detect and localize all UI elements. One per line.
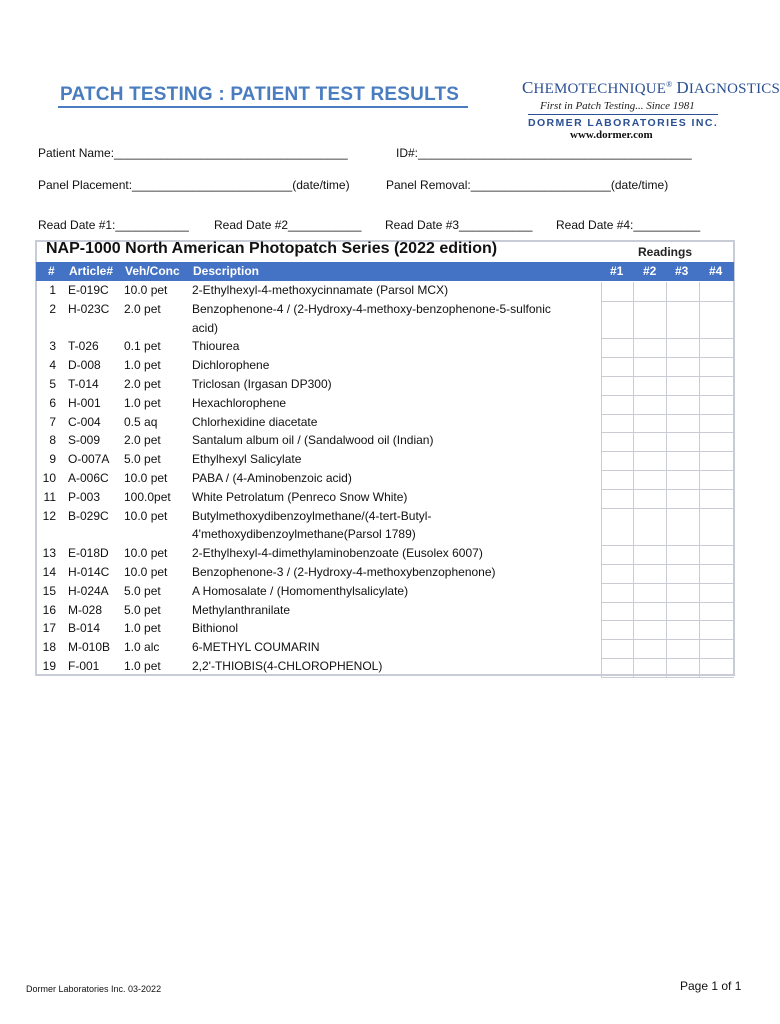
reading-cell-2[interactable] — [633, 338, 666, 357]
reading-cell-2[interactable] — [633, 583, 666, 602]
reading-cell-4[interactable] — [699, 639, 734, 658]
reading-cell-1[interactable] — [601, 564, 633, 583]
article-number: B-014 — [68, 621, 101, 636]
reading-cell-3[interactable] — [666, 639, 699, 658]
reading-cell-1[interactable] — [601, 639, 633, 658]
reading-cell-2[interactable] — [633, 658, 666, 677]
vehicle-concentration: 2.0 pet — [124, 301, 161, 316]
reading-cell-1[interactable] — [601, 583, 633, 602]
read-date-2-field[interactable]: Read Date #2___________ — [214, 218, 362, 232]
allergen-description: A Homosalate / (Homomenthylsalicylate) — [192, 583, 409, 598]
row-number: 5 — [49, 377, 56, 391]
reading-cell-3[interactable] — [666, 432, 699, 451]
row-number: 15 — [42, 583, 56, 598]
row-number: 11 — [43, 489, 56, 504]
reading-cell-4[interactable] — [699, 414, 734, 433]
vehicle-concentration: 1.0 pet — [124, 358, 161, 373]
logo-url: www.dormer.com — [570, 129, 653, 141]
column-divider — [666, 282, 667, 677]
vehicle-concentration: 5.0 pet — [124, 452, 161, 467]
allergen-description: Triclosan (Irgasan DP300) — [192, 377, 332, 391]
series-title: NAP-1000 North American Photopatch Series (2022 edition) — [46, 240, 498, 257]
reading-cell-1[interactable] — [601, 489, 633, 508]
article-number: T-014 — [68, 377, 99, 391]
article-number: B-029C — [68, 508, 109, 523]
reading-cell-4[interactable] — [699, 357, 734, 376]
article-number: H-001 — [68, 395, 101, 410]
reading-cell-4[interactable] — [699, 376, 734, 395]
patient-name-field[interactable]: Patient Name:___________________________________ — [38, 146, 348, 160]
logo-brand: CHEMOTECHNIQUE® DIAGNOSTICS — [522, 78, 780, 97]
vehicle-concentration: 5.0 pet — [124, 583, 161, 598]
reading-cell-4[interactable] — [699, 583, 734, 602]
reading-cell-4[interactable] — [699, 620, 734, 639]
reading-cell-3[interactable] — [666, 508, 699, 546]
reading-cell-3[interactable] — [666, 414, 699, 433]
allergen-description: 2-Ethylhexyl-4-methoxycinnamate (Parsol MCX) — [192, 283, 449, 297]
allergen-description: Chlorhexidine diacetate — [192, 414, 318, 429]
header-reading-3: #3 — [675, 264, 689, 278]
read-date-4-field[interactable]: Read Date #4:__________ — [556, 218, 701, 232]
article-number: H-023C — [68, 301, 110, 316]
row-number: 8 — [49, 433, 56, 448]
article-number: M-028 — [68, 602, 103, 617]
row-number: 2 — [49, 301, 56, 316]
row-number: 16 — [42, 602, 56, 617]
column-divider — [633, 282, 634, 677]
reading-cell-3[interactable] — [666, 583, 699, 602]
allergen-description: Ethylhexyl Salicylate — [192, 452, 302, 467]
vehicle-concentration: 1.0 pet — [124, 659, 161, 673]
reading-cell-2[interactable] — [633, 301, 666, 339]
reading-cell-2[interactable] — [633, 357, 666, 376]
reading-cell-4[interactable] — [699, 395, 734, 414]
article-number: T-026 — [68, 339, 99, 354]
reading-cell-1[interactable] — [601, 658, 633, 677]
article-number: M-010B — [68, 640, 111, 655]
reading-cell-3[interactable] — [666, 489, 699, 508]
reading-cell-1[interactable] — [601, 395, 633, 414]
vehicle-concentration: 10.0 pet — [124, 546, 168, 561]
vehicle-concentration: 1.0 pet — [124, 621, 161, 636]
chemotechnique-logo — [522, 78, 780, 141]
article-number: H-024A — [68, 583, 109, 598]
article-number: E-018D — [68, 546, 109, 561]
vehicle-concentration: 10.0 pet — [124, 508, 168, 523]
reading-cell-1[interactable] — [601, 545, 633, 564]
footer-company: Dormer Laboratories Inc. 03-2022 — [26, 984, 162, 994]
column-divider — [601, 282, 602, 677]
page-title: PATCH TESTING : PATIENT TEST RESULTS — [60, 84, 460, 105]
reading-cell-1[interactable] — [601, 508, 633, 546]
reading-cell-3[interactable] — [666, 301, 699, 339]
title-underline — [58, 106, 468, 108]
panel-placement-field[interactable]: Panel Placement:________________________(date/time) — [38, 178, 350, 192]
row-number: 3 — [49, 339, 56, 354]
allergen-description: Bithionol — [192, 621, 239, 636]
vehicle-concentration: 5.0 pet — [124, 602, 161, 617]
id-field[interactable]: ID#:_________________________________________ — [396, 146, 692, 160]
vehicle-concentration: 10.0 pet — [124, 565, 168, 579]
article-number: E-019C — [68, 283, 109, 297]
article-number: P-003 — [68, 489, 101, 504]
reading-cell-2[interactable] — [633, 564, 666, 583]
allergen-description: 2-Ethylhexyl-4-dimethylaminobenzoate (Eusolex 6007) — [192, 546, 483, 561]
reading-cell-4[interactable] — [699, 451, 734, 470]
reading-cell-4[interactable] — [699, 508, 734, 546]
reading-cell-4[interactable] — [699, 602, 734, 621]
reading-cell-4[interactable] — [699, 432, 734, 451]
reading-cell-4[interactable] — [699, 282, 734, 301]
column-divider — [699, 282, 700, 677]
reading-cell-2[interactable] — [633, 508, 666, 546]
reading-cell-1[interactable] — [601, 451, 633, 470]
reading-cell-4[interactable] — [699, 658, 734, 677]
reading-cell-2[interactable] — [633, 602, 666, 621]
reading-cell-4[interactable] — [699, 338, 734, 357]
header-reading-4: #4 — [709, 264, 723, 278]
page-number: Page 1 of 1 — [680, 979, 742, 993]
allergen-description: 4'methoxydibenzoylmethane(Parsol 1789) — [192, 527, 416, 542]
reading-cell-3[interactable] — [666, 564, 699, 583]
row-number: 4 — [49, 358, 56, 373]
table-header — [36, 262, 734, 281]
row-number: 6 — [49, 395, 56, 410]
reading-cell-3[interactable] — [666, 357, 699, 376]
reading-cell-2[interactable] — [633, 489, 666, 508]
reading-cell-2[interactable] — [633, 432, 666, 451]
reading-cell-2[interactable] — [633, 470, 666, 489]
article-number: F-001 — [68, 659, 100, 673]
row-number: 1 — [49, 283, 56, 297]
reading-cell-1[interactable] — [601, 338, 633, 357]
reading-cell-3[interactable] — [666, 376, 699, 395]
reading-cell-3[interactable] — [666, 620, 699, 639]
allergen-description: PABA / (4-Aminobenzoic acid) — [192, 471, 352, 485]
reading-cell-1[interactable] — [601, 376, 633, 395]
row-number: 7 — [49, 414, 56, 429]
row-number: 12 — [42, 508, 56, 523]
header-reading-2: #2 — [643, 264, 657, 278]
vehicle-concentration: 10.0 pet — [124, 471, 168, 485]
reading-cell-1[interactable] — [601, 620, 633, 639]
logo-tagline: First in Patch Testing... Since 1981 — [540, 100, 695, 112]
row-number: 18 — [42, 640, 56, 655]
row-number: 9 — [49, 452, 56, 467]
header-number: # — [48, 264, 55, 278]
vehicle-concentration: 2.0 pet — [124, 377, 161, 391]
allergen-description: Butylmethoxydibenzoylmethane/(4-tert-Butyl- — [192, 508, 432, 523]
reading-cell-4[interactable] — [699, 301, 734, 339]
reading-cell-3[interactable] — [666, 545, 699, 564]
allergen-description: Benzophenone-4 / (2-Hydroxy-4-methoxy-benzophenone-5-sulfonic — [192, 301, 551, 316]
vehicle-concentration: 10.0 pet — [124, 283, 168, 297]
reading-cell-2[interactable] — [633, 451, 666, 470]
article-number: D-008 — [68, 358, 101, 373]
allergen-description: 6-METHYL COUMARIN — [192, 640, 320, 655]
article-number: O-007A — [68, 452, 110, 467]
allergen-description: Methylanthranilate — [192, 602, 291, 617]
reading-cell-1[interactable] — [601, 470, 633, 489]
allergen-description: Santalum album oil / (Sandalwood oil (Indian) — [192, 433, 434, 448]
header-description: Description — [193, 264, 260, 278]
reading-cell-1[interactable] — [601, 432, 633, 451]
allergen-description: 2,2'-THIOBIS(4-CHLOROPHENOL) — [192, 659, 383, 673]
reading-cell-3[interactable] — [666, 395, 699, 414]
panel-removal-field[interactable]: Panel Removal:_____________________(date/time) — [386, 178, 669, 192]
reading-cell-3[interactable] — [666, 451, 699, 470]
reading-cell-4[interactable] — [699, 564, 734, 583]
allergen-description: White Petrolatum (Penreco Snow White) — [192, 489, 408, 504]
read-date-3-field[interactable]: Read Date #3___________ — [385, 218, 533, 232]
row-number: 17 — [42, 621, 56, 636]
reading-cell-3[interactable] — [666, 602, 699, 621]
vehicle-concentration: 100.0pet — [124, 489, 171, 504]
article-number: H-014C — [68, 565, 110, 579]
vehicle-concentration: 2.0 pet — [124, 433, 161, 448]
read-date-1-field[interactable]: Read Date #1:___________ — [38, 218, 189, 232]
row-number: 13 — [42, 546, 56, 561]
allergen-description: Benzophenone-3 / (2-Hydroxy-4-methoxybenzophenone) — [192, 565, 496, 579]
reading-cell-2[interactable] — [633, 545, 666, 564]
row-divider — [601, 677, 734, 678]
reading-cell-1[interactable] — [601, 602, 633, 621]
reading-cell-3[interactable] — [666, 338, 699, 357]
reading-cell-1[interactable] — [601, 357, 633, 376]
header-reading-1: #1 — [610, 264, 624, 278]
reading-cell-1[interactable] — [601, 282, 633, 301]
reading-cell-4[interactable] — [699, 545, 734, 564]
vehicle-concentration: 1.0 alc — [124, 640, 160, 655]
reading-cell-1[interactable] — [601, 301, 633, 339]
reading-cell-2[interactable] — [633, 620, 666, 639]
allergen-description: Thiourea — [192, 339, 240, 354]
reading-cell-3[interactable] — [666, 470, 699, 489]
row-number: 14 — [42, 565, 56, 579]
allergen-description: Dichlorophene — [192, 358, 270, 373]
reading-cell-2[interactable] — [633, 282, 666, 301]
reading-cell-2[interactable] — [633, 395, 666, 414]
reading-cell-3[interactable] — [666, 282, 699, 301]
reading-cell-1[interactable] — [601, 414, 633, 433]
reading-cell-4[interactable] — [699, 470, 734, 489]
readings-label: Readings — [638, 245, 693, 259]
allergen-description: Hexachlorophene — [192, 395, 287, 410]
article-number: S-009 — [68, 433, 101, 448]
article-number: C-004 — [68, 414, 101, 429]
reading-cell-2[interactable] — [633, 376, 666, 395]
row-number: 19 — [42, 659, 56, 673]
reading-cell-2[interactable] — [633, 414, 666, 433]
article-number: A-006C — [68, 471, 109, 485]
reading-cell-2[interactable] — [633, 639, 666, 658]
row-number: 10 — [42, 471, 56, 485]
logo-divider — [528, 114, 718, 115]
header-article: Article# — [69, 264, 114, 278]
vehicle-concentration: 1.0 pet — [124, 395, 161, 410]
logo-company: DORMER LABORATORIES INC. — [528, 117, 719, 129]
reading-cell-4[interactable] — [699, 489, 734, 508]
vehicle-concentration: 0.5 aq — [124, 414, 158, 429]
vehicle-concentration: 0.1 pet — [124, 339, 161, 354]
header-vehicle: Veh/Conc — [125, 264, 180, 278]
reading-cell-3[interactable] — [666, 658, 699, 677]
allergen-description: acid) — [192, 320, 219, 335]
